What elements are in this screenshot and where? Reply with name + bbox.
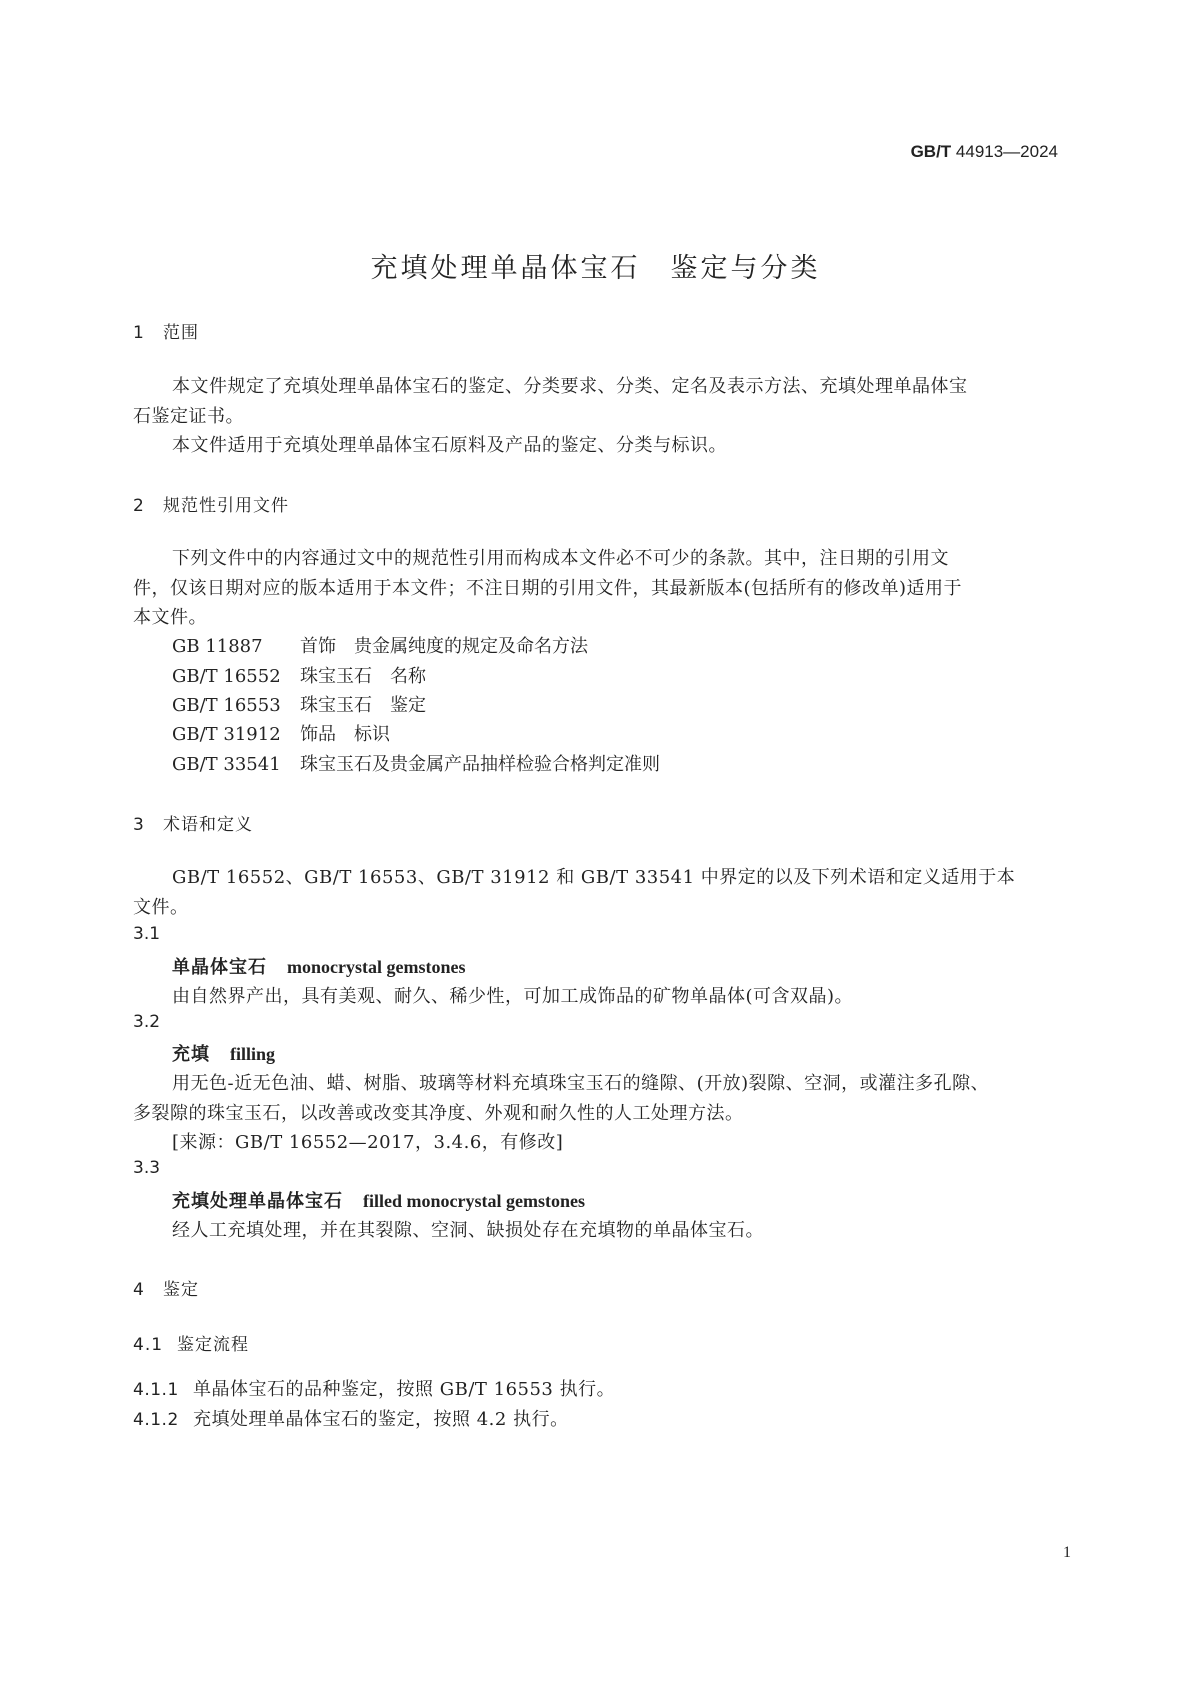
term-en: filled monocrystal gemstones xyxy=(363,1191,585,1211)
section-1-heading xyxy=(133,318,199,343)
standard-number xyxy=(911,142,1058,162)
section-number: 2 xyxy=(133,496,145,516)
term-heading xyxy=(172,953,465,979)
reference-title: 珠宝玉石 鉴定 xyxy=(300,695,426,716)
term-definition: 由自然界产出，具有美观、耐久、稀少性，可加工成饰品的矿物单晶体(可含双晶)。 xyxy=(172,986,854,1007)
reference-item xyxy=(172,691,426,717)
term-definition: 用无色-近无色油、蜡、树脂、玻璃等材料充填珠宝玉石的缝隙、(开放)裂隙、空洞，或灌注多孔隙、 xyxy=(172,1073,990,1094)
clause-text: 充填处理单晶体宝石的鉴定，按照 4.2 执行。 xyxy=(193,1409,569,1430)
subsection-number: 4.1 xyxy=(133,1335,164,1355)
term-en: filling xyxy=(230,1044,276,1064)
term-zh: 充填处理单晶体宝石 xyxy=(172,1191,343,1212)
term-number: 3.2 xyxy=(133,1012,161,1032)
section-title: 术语和定义 xyxy=(163,815,253,835)
reference-code: GB/T 16553 xyxy=(172,695,281,716)
reference-title: 首饰 贵金属纯度的规定及命名方法 xyxy=(300,636,588,657)
reference-code: GB/T 16552 xyxy=(172,666,281,687)
paragraph-line: 本文件适用于充填处理单晶体宝石原料及产品的鉴定、分类与标识。 xyxy=(172,435,727,456)
term-definition: 多裂隙的珠宝玉石，以改善或改变其净度、外观和耐久性的人工处理方法。 xyxy=(133,1103,744,1124)
subsection-4-1-heading xyxy=(133,1330,249,1355)
reference-item xyxy=(172,750,660,776)
section-number: 3 xyxy=(133,815,145,835)
section-2-heading xyxy=(133,491,289,516)
subsection-title: 鉴定流程 xyxy=(177,1335,249,1355)
page-number: 1 xyxy=(1063,1544,1071,1561)
section-number: 1 xyxy=(133,323,145,343)
reference-title: 饰品 标识 xyxy=(300,724,390,745)
paragraph-line: 下列文件中的内容通过文中的规范性引用而构成本文件必不可少的条款。其中，注日期的引用文 xyxy=(172,548,949,569)
standard-code: 44913—2024 xyxy=(955,142,1058,161)
section-number: 4 xyxy=(133,1280,145,1300)
clause-item xyxy=(133,1375,615,1401)
section-title: 规范性引用文件 xyxy=(163,496,289,516)
term-heading xyxy=(172,1040,275,1066)
paragraph-line: 文件。 xyxy=(133,897,189,918)
section-4-heading xyxy=(133,1275,199,1300)
reference-item xyxy=(172,662,426,688)
section-title: 范围 xyxy=(163,323,199,343)
standard-prefix: GB/T xyxy=(910,142,952,161)
section-title: 鉴定 xyxy=(163,1280,199,1300)
clause-text: 单晶体宝石的品种鉴定，按照 GB/T 16553 执行。 xyxy=(193,1379,616,1400)
reference-code: GB 11887 xyxy=(172,636,263,657)
term-zh: 单晶体宝石 xyxy=(172,957,267,978)
paragraph-line: GB/T 16552、GB/T 16553、GB/T 31912 和 GB/T 33541 中界定的以及下列术语和定义适用于本 xyxy=(172,867,1016,888)
paragraph-line: 本文件规定了充填处理单晶体宝石的鉴定、分类要求、分类、定名及表示方法、充填处理单晶体宝 xyxy=(172,376,968,397)
reference-code: GB/T 33541 xyxy=(172,754,281,775)
term-heading xyxy=(172,1187,585,1213)
clause-number: 4.1.2 xyxy=(133,1410,179,1430)
paragraph-line: 石鉴定证书。 xyxy=(133,406,244,427)
term-en: monocrystal gemstones xyxy=(287,957,466,977)
reference-title: 珠宝玉石 名称 xyxy=(300,666,426,687)
clause-number: 4.1.1 xyxy=(133,1380,179,1400)
section-3-heading xyxy=(133,810,253,835)
term-source: [来源：GB/T 16552—2017，3.4.6，有修改] xyxy=(172,1132,564,1153)
term-definition: 经人工充填处理，并在其裂隙、空洞、缺损处存在充填物的单晶体宝石。 xyxy=(172,1220,764,1241)
term-number: 3.1 xyxy=(133,924,161,944)
reference-item xyxy=(172,720,390,746)
term-zh: 充填 xyxy=(172,1044,210,1065)
paragraph-line: 件，仅该日期对应的版本适用于本文件；不注日期的引用文件，其最新版本(包括所有的修改单)适用于 xyxy=(133,578,963,599)
reference-item xyxy=(172,632,588,658)
reference-title: 珠宝玉石及贵金属产品抽样检验合格判定准则 xyxy=(300,754,660,775)
clause-item xyxy=(133,1405,569,1431)
term-number: 3.3 xyxy=(133,1158,161,1178)
document-title: 充填处理单晶体宝石 鉴定与分类 xyxy=(370,253,821,284)
paragraph-line: 本文件。 xyxy=(133,607,207,628)
reference-code: GB/T 31912 xyxy=(172,724,281,745)
